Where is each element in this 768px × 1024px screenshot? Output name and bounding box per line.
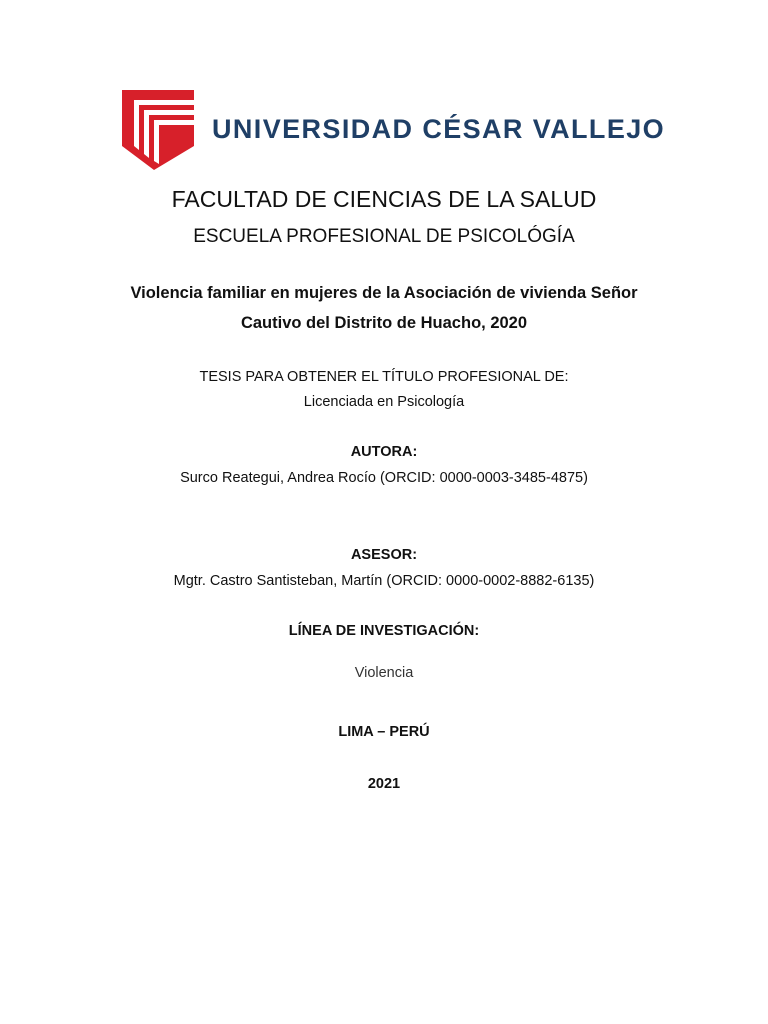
author-name: Surco Reategui, Andrea Rocío (ORCID: 0000-0003-3485-4875) [180, 470, 588, 486]
year: 2021 [367, 776, 401, 792]
university-emblem-icon [120, 88, 196, 172]
faculty-name: FACULTAD DE CIENCIAS DE LA SALUD [171, 186, 597, 212]
author-heading: AUTORA: [350, 444, 418, 460]
university-wordmark: UNIVERSIDAD CÉSAR VALLEJO [212, 114, 666, 144]
advisor-name: Mgtr. Castro Santisteban, Martín (ORCID: 0000-0002-8882-6135) [173, 573, 595, 589]
school-name: ESCUELA PROFESIONAL DE PSICOLÓGÍA [193, 226, 575, 247]
university-logo [120, 88, 666, 172]
research-line-value: Violencia [354, 665, 414, 681]
research-line-heading: LÍNEA DE INVESTIGACIÓN: [288, 623, 480, 639]
degree-name: Licenciada en Psicología [303, 394, 465, 410]
place: LIMA – PERÚ [338, 724, 430, 740]
thesis-title-line-2: Cautivo del Distrito de Huacho, 2020 [240, 314, 528, 332]
advisor-heading: ASESOR: [350, 547, 418, 563]
thesis-title-line-1: Violencia familiar en mujeres de la Asociación de vivienda Señor [130, 284, 638, 302]
thesis-purpose: TESIS PARA OBTENER EL TÍTULO PROFESIONAL DE: [199, 369, 569, 385]
